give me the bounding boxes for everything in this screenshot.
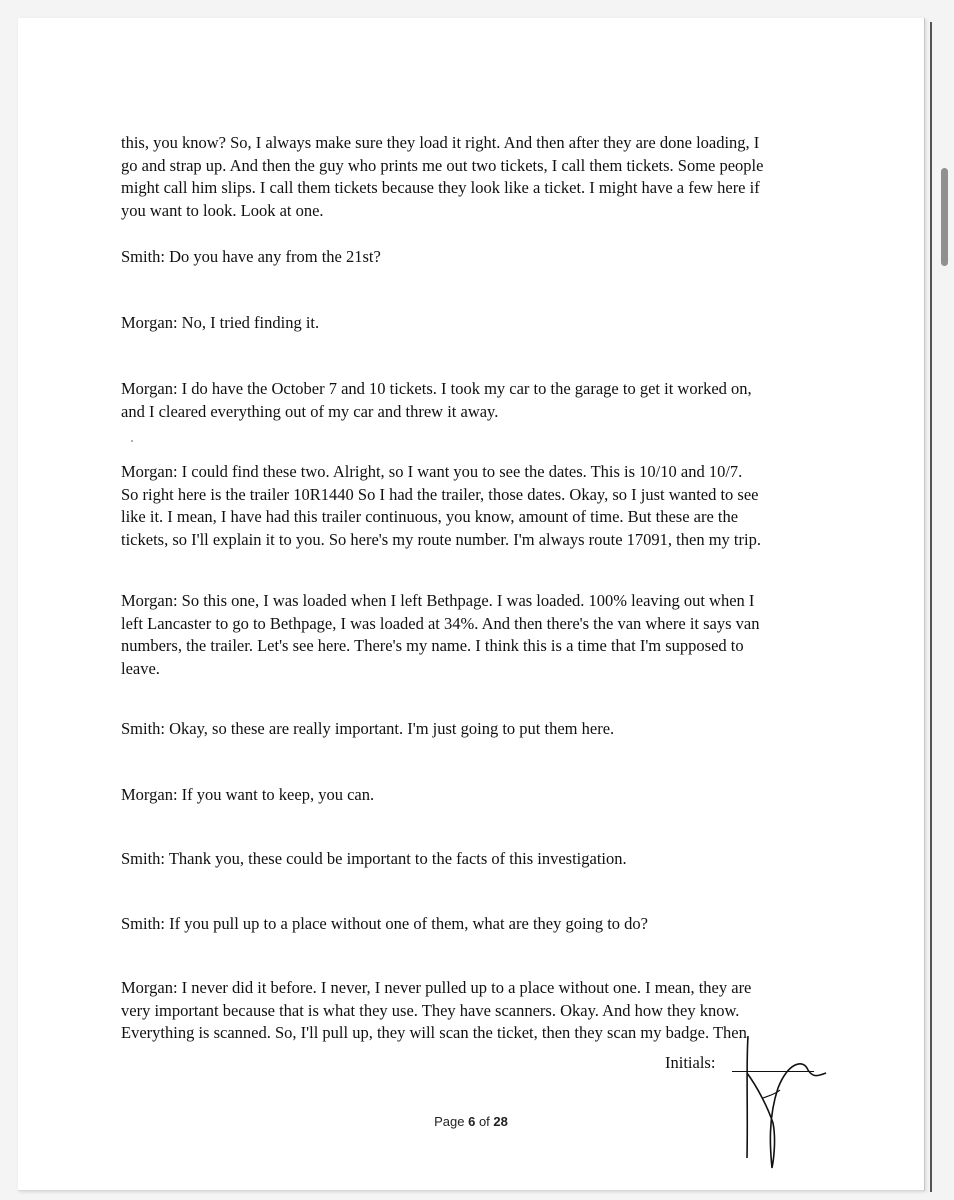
paragraph-smith-important: Smith: Okay, so these are really important. I'm just going to put them here. <box>121 719 615 738</box>
footer-current-page: 6 <box>468 1114 476 1129</box>
paragraph-smith-thank-you: Smith: Thank you, these could be important to the facts of this investigation. <box>121 849 627 868</box>
scrollbar-thumb[interactable] <box>941 168 948 266</box>
footer-page-word: Page <box>434 1114 465 1129</box>
paragraph-morgan-never: Morgan: I never did it before. I never, I never pulled up to a place without one. I mean, they are very important because that is what they use. They have scanners. Okay. And how they know. Everything is scanned. So, I'll pull up, they will scan the ticket, then they scan my badge. Then <box>121 978 752 1042</box>
page-edge-rule <box>930 22 932 1192</box>
paragraph-continuation: this, you know? So, I always make sure they load it right. And then after they are done loading, I go and strap up. And then the guy who prints me out two tickets, I call them tickets. Some people might call him slips. I call them tickets because they look like a ticket. I might have a few here if you want to look. Look at one. <box>121 133 764 220</box>
document-page <box>18 18 925 1191</box>
paragraph-morgan-tried-finding: Morgan: No, I tried finding it. <box>121 313 320 332</box>
footer-total-pages: 28 <box>493 1114 508 1129</box>
scan-speck <box>131 440 133 442</box>
paragraph-smith-pull-up: Smith: If you pull up to a place without one of them, what are they going to do? <box>121 914 648 933</box>
paragraph-morgan-bethpage: Morgan: So this one, I was loaded when I left Bethpage. I was loaded. 100% leaving out when I left Lancaster to go to Bethpage, I was loaded at 34%. And then there's the van where it says van numbers, the trailer. Let's see here. There's my name. I think this is a time that I'm supposed to leave. <box>121 591 760 678</box>
handwritten-initials-signature <box>718 1028 828 1178</box>
closing-block <box>18 718 924 1138</box>
footer-of-word: of <box>478 1114 490 1129</box>
initials-label: Initials: <box>665 1053 716 1072</box>
paragraph-smith-question-21st: Smith: Do you have any from the 21st? <box>121 247 381 266</box>
paragraph-morgan-dates: Morgan: I could find these two. Alright, so I want you to see the dates. This is 10/10 and 10/7. So right here is the trailer 10R1440 So I had the trailer, those dates. Okay, so I just wanted to see like it. I mean, I have had this trailer continuous, you know, amount of time. But these are the tickets, so I'll explain it to you. So here's my route number. I'm always route 17091, then my trip. <box>121 462 761 549</box>
paragraph-morgan-keep: Morgan: If you want to keep, you can. <box>121 785 375 804</box>
paragraph-morgan-october-tickets: Morgan: I do have the October 7 and 10 tickets. I took my car to the garage to get it worked on, and I cleared everything out of my car and threw it away. <box>121 379 752 421</box>
page-footer <box>18 1114 924 1129</box>
